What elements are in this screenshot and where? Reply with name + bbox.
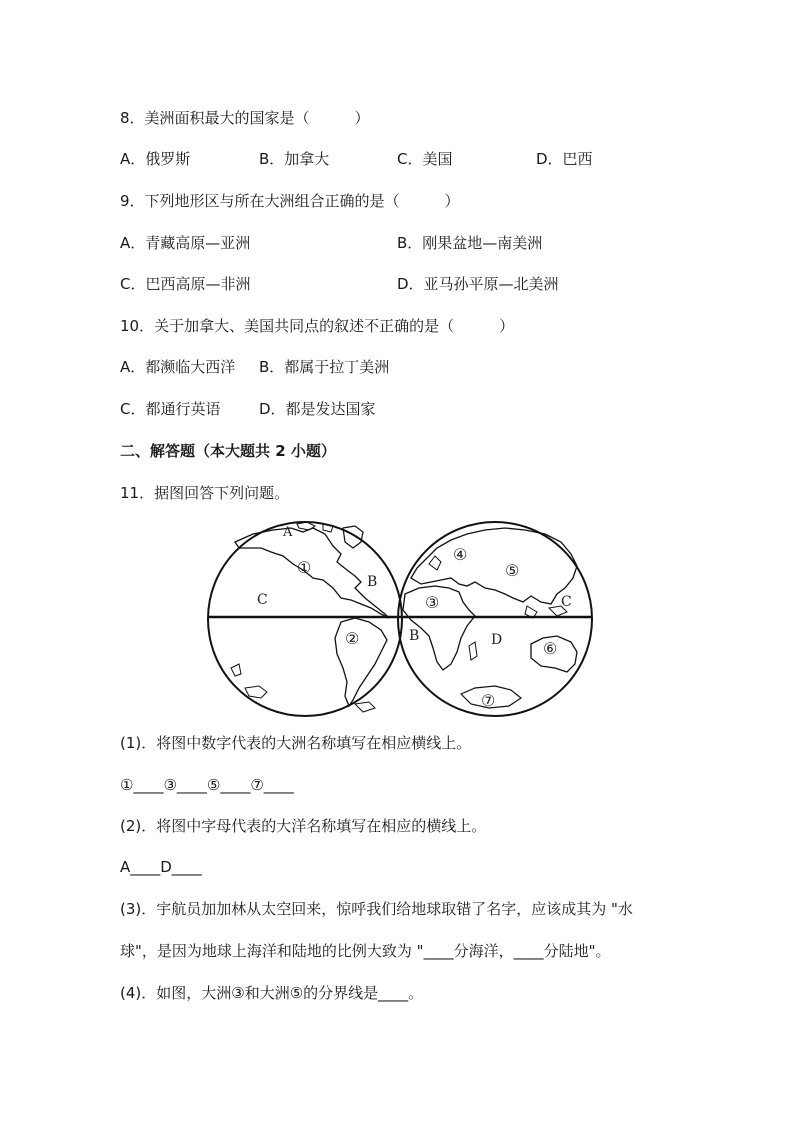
q8-option-b[interactable]: B．加拿大 [259, 150, 330, 168]
question-10-stem: 10．关于加拿大、美国共同点的叙述不正确的是（ ） [120, 317, 515, 335]
q11-sub1-blanks[interactable]: ①____③____⑤____⑦____ [120, 776, 294, 794]
question-8-stem: 8．美洲面积最大的国家是（ ） [120, 109, 370, 127]
map-number-2: ② [345, 629, 360, 648]
q11-sub2-prompt: (2)．将图中字母代表的大洋名称填写在相应的横线上。 [120, 817, 487, 835]
q11-sub4-prompt[interactable]: (4)．如图，大洲③和大洲⑤的分界线是____。 [120, 984, 424, 1002]
q9-option-b[interactable]: B．刚果盆地—南美洲 [397, 234, 543, 252]
q9-option-d[interactable]: D．亚马孙平原—北美洲 [397, 275, 559, 293]
eastern-hemisphere [398, 522, 592, 716]
q11-sub2-blanks[interactable]: A____D____ [120, 858, 202, 876]
map-number-6: ⑥ [543, 639, 558, 658]
question-9-stem: 9．下列地形区与所在大洲组合正确的是（ ） [120, 192, 460, 210]
western-hemisphere [208, 522, 402, 716]
q10-option-a[interactable]: A．都濒临大西洋 [120, 358, 236, 376]
q8-option-c[interactable]: C．美国 [397, 150, 453, 168]
map-number-5: ⑤ [505, 561, 520, 580]
map-label-a: A [283, 525, 293, 540]
map-number-4: ④ [453, 545, 468, 564]
map-label-b-east: B [409, 628, 420, 644]
map-label-b-west: B [367, 574, 378, 590]
world-map-svg [205, 518, 595, 720]
q11-sub1-prompt: (1)．将图中数字代表的大洲名称填写在相应横线上。 [120, 734, 472, 752]
map-label-d: D [491, 632, 503, 648]
q8-option-a[interactable]: A．俄罗斯 [120, 150, 191, 168]
map-label-c-east: C [561, 594, 572, 610]
section-2-heading: 二、解答题（本大题共 2 小题） [120, 442, 336, 460]
q9-option-a[interactable]: A．青藏高原—亚洲 [120, 234, 251, 252]
q8-option-d[interactable]: D．巴西 [536, 150, 593, 168]
q10-option-c[interactable]: C．都通行英语 [120, 400, 221, 418]
q10-option-b[interactable]: B．都属于拉丁美洲 [259, 358, 390, 376]
q10-option-d[interactable]: D．都是发达国家 [259, 400, 376, 418]
map-number-1: ① [297, 558, 312, 577]
q11-sub3-line2[interactable]: 球"，是因为地球上海洋和陆地的比例大致为 "____分海洋，____分陆地"。 [120, 942, 611, 960]
q11-sub3-line1: (3)．宇航员加加林从太空回来，惊呼我们给地球取错了名字，应该成其为 "水 [120, 900, 633, 918]
map-number-3: ③ [425, 593, 440, 612]
world-map-figure [205, 518, 595, 720]
south-america-outline [335, 618, 387, 706]
q9-option-c[interactable]: C．巴西高原—非洲 [120, 275, 251, 293]
question-11-stem: 11．据图回答下列问题。 [120, 484, 290, 502]
map-label-c-west: C [257, 592, 268, 608]
map-number-7: ⑦ [481, 691, 496, 710]
